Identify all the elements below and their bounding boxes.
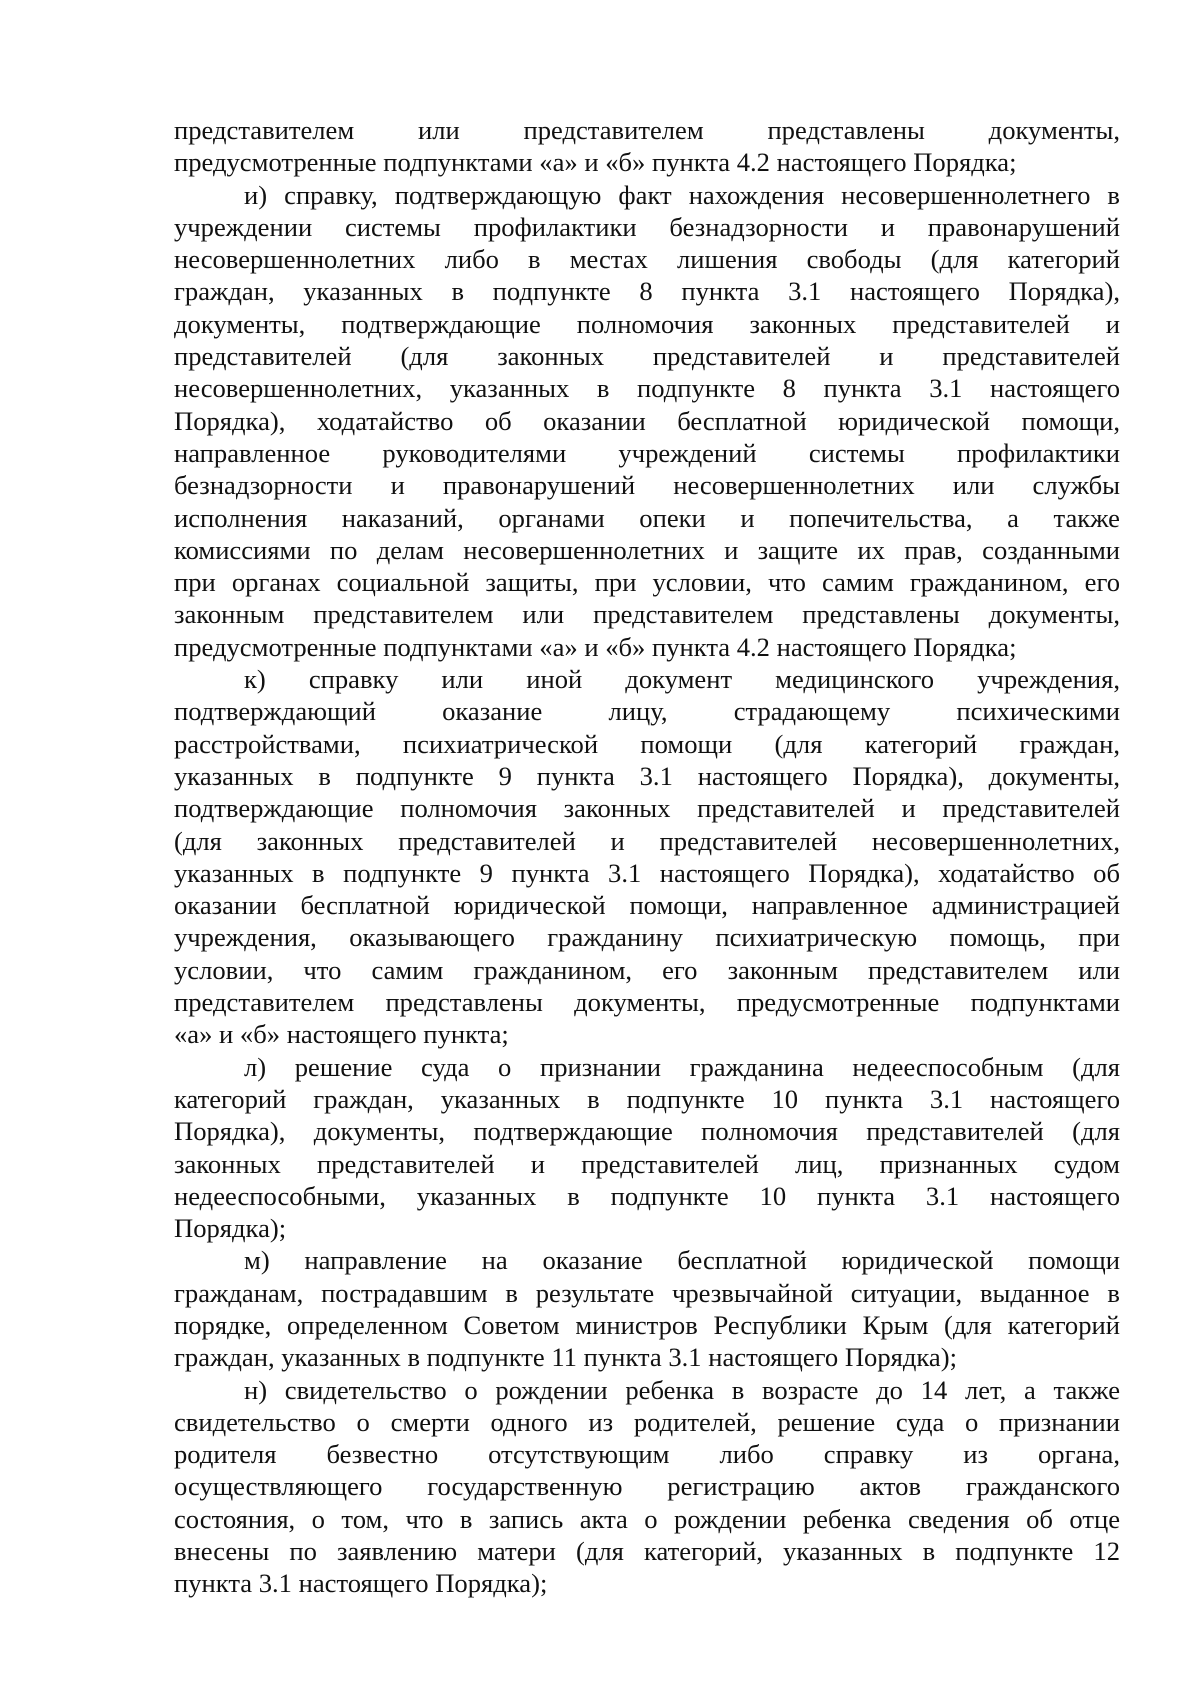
text-line: исполнения наказаний, органами опеки и попечительства, а также	[174, 502, 1120, 533]
text-line: недееспособными, указанных в подпункте 10 пункта 3.1 настоящего	[174, 1180, 1120, 1211]
text-line: подтверждающие полномочия законных представителей и представителей	[174, 793, 1120, 824]
text-line: граждан, указанных в подпункте 8 пункта 3.1 настоящего Порядка),	[174, 276, 1120, 307]
text-line: учреждения, оказывающего гражданину психиатрическую помощь, при	[174, 922, 1120, 953]
text-line: осуществляющего государственную регистрацию актов гражданского	[174, 1471, 1120, 1502]
text-line: законным представителем или представителем представлены документы,	[174, 599, 1120, 630]
text-line: (для законных представителей и представителей несовершеннолетних,	[174, 825, 1120, 856]
text-line: Порядка), документы, подтверждающие полномочия представителей (для	[174, 1116, 1120, 1147]
text-line: расстройствами, психиатрической помощи (для категорий граждан,	[174, 728, 1120, 759]
text-line: состояния, о том, что в запись акта о рождении ребенка сведения об отце	[174, 1503, 1120, 1534]
text-line: Порядка);	[174, 1213, 287, 1244]
text-line: направленное руководителями учреждений системы профилактики	[174, 437, 1120, 468]
text-line: оказании бесплатной юридической помощи, направленное администрацией	[174, 890, 1120, 921]
text-line: предусмотренные подпунктами «а» и «б» пункта 4.2 настоящего Порядка;	[174, 631, 1017, 662]
paragraph-i-start: и) справку, подтверждающую факт нахождения несовершеннолетнего в	[244, 179, 1120, 210]
text-line: граждан, указанных в подпункте 11 пункта 3.1 настоящего Порядка);	[174, 1342, 957, 1373]
text-line: комиссиями по делам несовершеннолетних и защите их прав, созданными	[174, 534, 1120, 565]
paragraph-n-start: н) свидетельство о рождении ребенка в возрасте до 14 лет, а также	[244, 1374, 1120, 1405]
text-line: учреждении системы профилактики безнадзорности и правонарушений	[174, 211, 1120, 242]
text-line: «а» и «б» настоящего пункта;	[174, 1019, 509, 1050]
text-line: документы, подтверждающие полномочия законных представителей и	[174, 308, 1120, 339]
text-line: безнадзорности и правонарушений несовершеннолетних или службы	[174, 470, 1120, 501]
text-line: представителем или представителем представлены документы,	[174, 115, 1120, 145]
text-line: гражданам, пострадавшим в результате чрезвычайной ситуации, выданное в	[174, 1277, 1120, 1308]
text-line: указанных в подпункте 9 пункта 3.1 настоящего Порядка), документы,	[174, 760, 1120, 791]
text-line: представителей (для законных представителей и представителей	[174, 341, 1120, 372]
text-line: несовершеннолетних либо в местах лишения свободы (для категорий	[174, 244, 1120, 275]
text-line: свидетельство о смерти одного из родителей, решение суда о признании	[174, 1406, 1120, 1437]
document-body	[174, 114, 1120, 1600]
text-line: предусмотренные подпунктами «а» и «б» пункта 4.2 настоящего Порядка;	[174, 147, 1017, 178]
text-line: родителя безвестно отсутствующим либо справку из органа,	[174, 1439, 1120, 1470]
text-line: порядке, определенном Советом министров Республики Крым (для категорий	[174, 1309, 1120, 1340]
text-line: подтверждающий оказание лицу, страдающему психическими	[174, 696, 1120, 727]
text-line: указанных в подпункте 9 пункта 3.1 настоящего Порядка), ходатайство об	[174, 857, 1120, 888]
paragraph-k-start: к) справку или иной документ медицинского учреждения,	[244, 664, 1120, 695]
paragraph-l-start: л) решение суда о признании гражданина недееспособным (для	[244, 1051, 1120, 1082]
text-line: внесены по заявлению матери (для категорий, указанных в подпункте 12	[174, 1536, 1120, 1567]
text-line: пункта 3.1 настоящего Порядка);	[174, 1568, 548, 1599]
text-line: при органах социальной защиты, при условии, что самим гражданином, его	[174, 567, 1120, 598]
text-line: несовершеннолетних, указанных в подпункте 8 пункта 3.1 настоящего	[174, 373, 1120, 404]
text-line: условии, что самим гражданином, его законным представителем или	[174, 954, 1120, 985]
text-line: законных представителей и представителей лиц, признанных судом	[174, 1148, 1120, 1179]
paragraph-m-start: м) направление на оказание бесплатной юридической помощи	[244, 1245, 1120, 1276]
text-line: представителем представлены документы, предусмотренные подпунктами	[174, 987, 1120, 1018]
text-line: Порядка), ходатайство об оказании бесплатной юридической помощи,	[174, 405, 1120, 436]
text-line: категорий граждан, указанных в подпункте 10 пункта 3.1 настоящего	[174, 1083, 1120, 1114]
